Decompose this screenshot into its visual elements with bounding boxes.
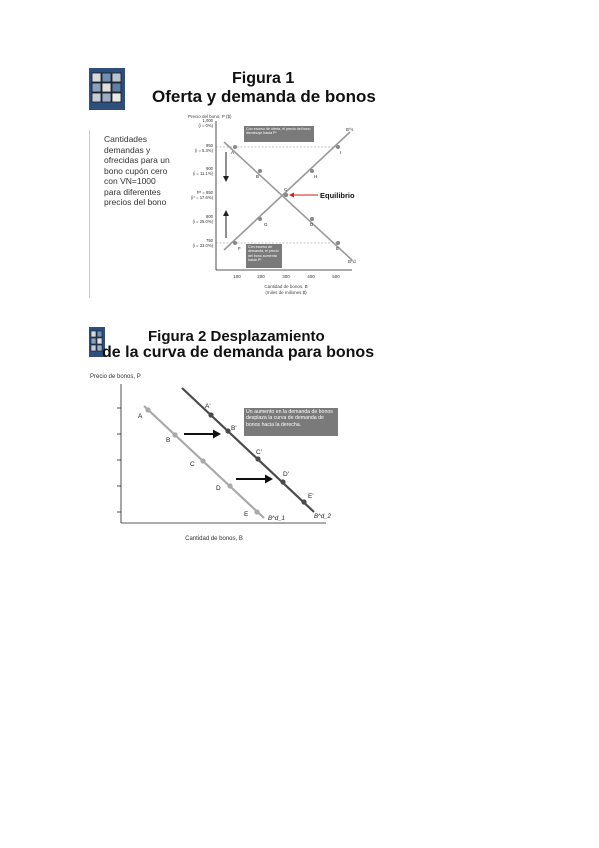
curve1-name: B^d_1 <box>268 516 285 522</box>
arrow-up-head <box>223 210 229 216</box>
figure2-title-line2: de la curva de demanda para bonos <box>102 344 375 361</box>
point-H-label: H <box>314 174 318 179</box>
fig2-note-text: Un aumento en la demanda de bonos desplaza la curva de demanda de bonos hacia la derecha. <box>246 409 333 428</box>
curve2-label-A: A' <box>205 403 211 410</box>
fig2-y-axis-label: Precio de bonos, P <box>90 374 141 380</box>
fig2-x-axis-label: Cantidad de bonos, B <box>185 536 243 542</box>
y-tick-950: 950 <box>206 143 213 148</box>
curve2-label-D: D' <box>283 471 289 478</box>
rubik-cube-icon <box>89 68 125 110</box>
x-axis-label: Cantidad de bonos, B <box>264 284 308 289</box>
y-axis-label: Precio del bono, P ($) <box>188 114 232 119</box>
x-tick-400: 400 <box>307 274 315 279</box>
point-C <box>284 193 288 197</box>
figure2-title-line1: Figura 2 Desplazamiento <box>148 328 325 345</box>
curve2-point-E <box>301 499 306 504</box>
point-G-label: G <box>264 222 268 227</box>
figure1-title-line2: Oferta y demanda de bonos <box>152 87 376 106</box>
y-tick-850: P* = 850 <box>196 190 213 195</box>
supply-label: B^s <box>346 127 354 132</box>
curve1-label-C: C <box>190 461 195 468</box>
y-tick-1000-i: (i = 0%) <box>198 123 213 128</box>
point-A-label: A <box>231 150 235 155</box>
x-axis-sublabel: (miles de millones $) <box>265 290 307 295</box>
y-tick-900: 900 <box>206 166 213 171</box>
figure1-side-text: Cantidades demandas y ofrecidas para un bono cupón cero con VN=1000 para diferentes precios del bono <box>104 134 170 207</box>
curve1-label-D: D <box>216 485 221 492</box>
y-tick-900-i: (i = 11.1%) <box>192 171 213 176</box>
box-bottom-text: Con exceso de demanda, el precio del bono aumenta hasta P* <box>248 245 279 262</box>
point-D-label: D <box>310 222 314 227</box>
curve1-label-A: A <box>138 413 143 420</box>
y-tick-800: 800 <box>206 214 213 219</box>
curve2-label-C: C' <box>256 449 262 456</box>
figure1-chart <box>180 112 370 302</box>
point-I <box>336 145 340 149</box>
equilibrium-label: Equilibrio <box>320 191 355 200</box>
point-H <box>310 169 314 173</box>
y-tick-950-i: (i = 5.3%) <box>194 148 213 153</box>
curve1-point-B <box>172 432 177 437</box>
demand-label: B^d <box>348 259 356 264</box>
equilibrium-arrow-head <box>289 193 294 198</box>
point-C-label: C <box>284 187 288 192</box>
curve1-point-D <box>227 483 232 488</box>
point-B <box>258 169 262 173</box>
x-tick-500: 500 <box>332 274 340 279</box>
curve2-label-B: B' <box>231 425 237 432</box>
box-top-text: Con exceso de oferta, el precio del bono disminuye hasta P* <box>246 127 311 136</box>
point-F-label: F <box>238 246 241 251</box>
x-tick-300: 300 <box>282 274 290 279</box>
curve2-point-C <box>255 456 260 461</box>
y-tick-800-i: (i = 25.0%) <box>192 219 213 224</box>
demand-curve-2 <box>182 388 314 512</box>
demand-curve <box>224 142 352 260</box>
curve2-label-E: E' <box>308 493 314 500</box>
curve1-label-E: E <box>244 511 249 518</box>
y-tick-750: 750 <box>206 238 213 243</box>
x-tick-200: 200 <box>257 274 265 279</box>
point-E <box>336 241 340 245</box>
y-tick-750-i: (i = 33.0%) <box>192 243 213 248</box>
point-A <box>233 145 237 149</box>
figure2-chart <box>86 368 356 548</box>
point-E-label: E <box>336 246 340 251</box>
figure1-left-rule <box>89 130 90 298</box>
curve1-point-E <box>254 509 259 514</box>
curve1-point-C <box>200 458 205 463</box>
curve2-name: B^d_2 <box>314 514 331 520</box>
figure1-title-line1: Figura 1 <box>232 70 295 87</box>
curve2-point-D <box>280 479 285 484</box>
curve1-label-B: B <box>166 437 171 444</box>
point-F <box>233 241 237 245</box>
curve2-point-A <box>208 412 213 417</box>
curve2-point-B <box>225 428 230 433</box>
x-tick-100: 100 <box>233 274 241 279</box>
point-I-label: I <box>340 150 342 155</box>
point-D <box>310 217 314 221</box>
y-tick-850-i: (i* = 17.6%) <box>191 195 213 200</box>
shift-arrow-2-head <box>265 475 273 484</box>
shift-arrow-1-head <box>213 430 221 439</box>
point-G <box>258 217 262 221</box>
y-tick-1000: 1,000 <box>202 118 213 123</box>
arrow-down-head <box>223 176 229 182</box>
curve1-point-A <box>145 407 150 412</box>
point-B-label: B <box>256 174 260 179</box>
